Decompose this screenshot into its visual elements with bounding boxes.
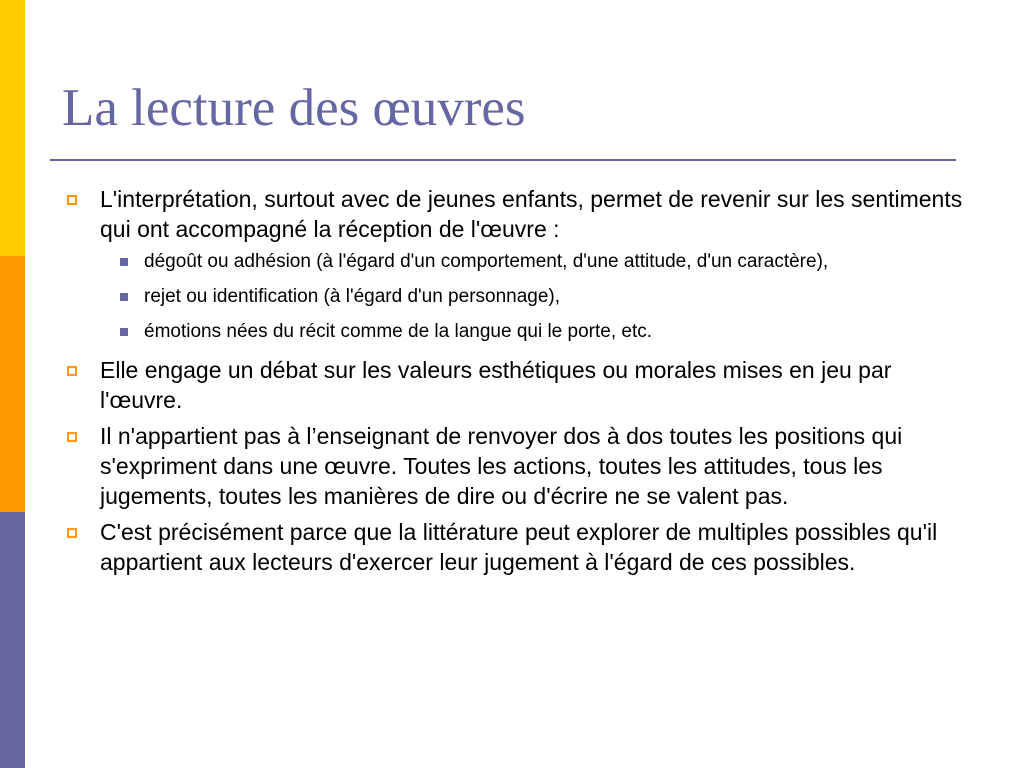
side-band-yellow — [0, 0, 25, 256]
side-band-purple — [0, 512, 25, 768]
bullet-text: Il n'appartient pas à l’enseignant de renvoyer dos à dos toutes les positions qui s'expriment dans une œuvre. Toutes les actions, toutes les attitudes, tous les jugements, toutes les manières de dire ou d'écrire ne se valent pas. — [100, 423, 903, 509]
sub-bullet-item — [100, 320, 967, 344]
side-band-orange — [0, 256, 25, 512]
hollow-square-bullet-icon — [67, 528, 77, 538]
sub-bullet-list — [100, 250, 967, 344]
bullet-text: L'interprétation, surtout avec de jeunes enfants, permet de revenir sur les sentiments qui ont accompagné la réception de l'œuvre : — [100, 186, 963, 242]
bullet-list — [62, 184, 967, 577]
sub-bullet-text: rejet ou identification (à l'égard d'un personnage), — [144, 286, 561, 307]
slide-title: La lecture des œuvres — [62, 79, 526, 137]
hollow-square-bullet-icon — [67, 195, 77, 205]
sub-bullet-text: émotions nées du récit comme de la langue qui le porte, etc. — [144, 321, 653, 342]
bullet-text: C'est précisément parce que la littérature peut explorer de multiples possibles qu'il appartient aux lecteurs d'exercer leur jugement à l'égard de ces possibles. — [100, 519, 938, 575]
title-divider — [50, 159, 956, 161]
bullet-item — [62, 184, 967, 344]
hollow-square-bullet-icon — [67, 432, 77, 442]
filled-square-bullet-icon — [120, 328, 128, 336]
sub-bullet-item — [100, 250, 967, 274]
filled-square-bullet-icon — [120, 293, 128, 301]
hollow-square-bullet-icon — [67, 366, 77, 376]
slide-content — [62, 184, 967, 583]
sub-bullet-text: dégoût ou adhésion (à l'égard d'un comportement, d'une attitude, d'un caractère), — [144, 251, 829, 272]
bullet-text: Elle engage un débat sur les valeurs esthétiques ou morales mises en jeu par l'œuvre. — [100, 357, 892, 413]
sub-bullet-item — [100, 285, 967, 309]
filled-square-bullet-icon — [120, 258, 128, 266]
bullet-item — [62, 421, 967, 511]
bullet-item — [62, 517, 967, 577]
bullet-item — [62, 355, 967, 415]
